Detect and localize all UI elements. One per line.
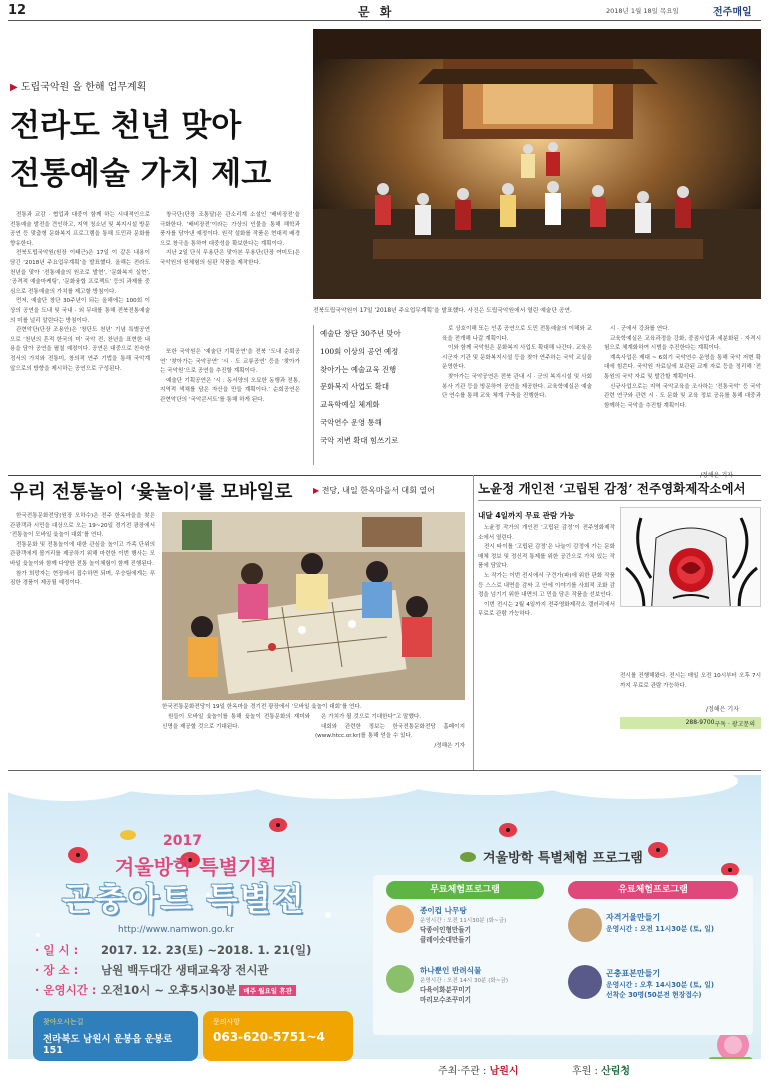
ad-info-value: 2017. 12. 23(토) ~2018. 1. 21(일) <box>101 943 312 957</box>
column-divider <box>473 475 474 770</box>
pullquote-line: 국악연수 운영 통해 <box>320 417 382 427</box>
program-name: 곤충표본만들기 <box>606 969 661 978</box>
paragraph: 참가 희망자는 현장에서 접수하면 되며, 우승팀에게는 푸짐한 경품이 제공될 예정이다. <box>10 570 155 587</box>
ad-info-hours <box>35 982 360 1002</box>
ad-location-value: 전라북도 남원시 운봉읍 운봉로 151 <box>43 1034 173 1056</box>
program-thumbnail <box>568 965 602 999</box>
article1-column-d <box>442 325 592 480</box>
paragraph: 전통문화 및 전통놀이에 대한 관심을 높이고 가족 단위의 관광객에게 볼거리를 제공하기 위해 마련한 이번 행사는 모바일 윷놀이와 함께 다양한 전통 놀이체험이 함께 진행된다. <box>10 541 155 567</box>
program-hours: 운영시간 : 오전 11시30분 (토, 일) <box>606 925 714 933</box>
free-program-2 <box>420 965 540 1004</box>
sponsor-name: 산림청 <box>601 1066 631 1077</box>
ad-info-value: 남원 백두대간 생태교육장 전시관 <box>101 963 269 977</box>
article2-photo <box>162 512 465 700</box>
paragraph: 신규사업으로는 지역 국악교육을 조사하는 ‘전통국악’ 등 국악 관련 연구와 관련 시 · 도 문화 및 교육 정보 공유를 통해 대중과 함께하는 국악을 추진할 계획이다. <box>604 383 761 409</box>
paid-program-header: 유료체험프로그램 <box>568 881 738 899</box>
article1-column-e <box>604 325 761 480</box>
ad-year: 2017 <box>163 833 202 849</box>
subscription-phone: 288-9700 <box>685 719 715 726</box>
ad-location-box <box>33 1011 198 1061</box>
closed-badge: 매주 월요일 휴관 <box>239 985 295 996</box>
article3-subheadline: 내달 4일까지 무료 관람 가능 <box>478 511 575 520</box>
subscription-box <box>620 717 761 729</box>
program-name: 종이컵 나무탕 <box>420 906 467 915</box>
article2-headline: 우리 전통놀이 ‘윷놀이’를 모바일로 <box>10 482 293 503</box>
ad-location-label: 찾아오시는길 <box>43 1018 84 1026</box>
free-program-1 <box>420 905 540 944</box>
paragraph: 이와 함께 국악원은 문화복지 사업도 확대해 나간다. 교육은 시군자 기관 및 문화복지시설 등을 찾아 연주하는 국악 교실을 운영한다. <box>442 345 592 371</box>
article1-headline-line2: 전통예술 가치 제고 <box>10 156 272 192</box>
paid-program-2 <box>606 968 746 999</box>
paragraph: 지난 2일 단식 무용단은 맞아본 무용단(단장 여미도)은 국악원의 원체험의 심판 작품을 제작한다. <box>160 250 300 266</box>
ad-url[interactable]: http://www.namwon.go.kr <box>118 925 234 935</box>
article2-subheadline <box>313 485 435 496</box>
ad-tel-value[interactable]: 063-620-5751~4 <box>213 1030 325 1044</box>
article3-column-a <box>478 524 615 764</box>
paragraph: 한국전통문화전당(원장 오하수)은 전주 한옥마을을 찾은 관광객과 시민을 대상으로 오는 19~20일 경기전 광장에서 ‘전통놀이 모바일 윷놀이 대회’를 연다. <box>10 513 155 539</box>
article3-column-b: 전시를 진행해왔다. 전시는 매일 오전 10시부터 오후 7시까지 무료로 관람 가능하다. <box>620 673 761 689</box>
article2-column-b <box>162 713 310 763</box>
ad-title: 곤충아트 특별전 <box>62 880 306 918</box>
program-thumbnail <box>386 965 414 993</box>
paragraph: 대회와 관련한 정보는 한국전통문화전당 홈페이지(www.htcc.or.kr)를 통해 얻을 수 있다. <box>315 723 465 740</box>
program-thumbnail <box>386 905 414 933</box>
publication-date: 2018년 1월 18일 목요일 <box>606 7 679 15</box>
ad-info-value: 오전10시 ~ 오후5시30분 <box>101 983 237 997</box>
section-title: 문 화 <box>358 5 395 19</box>
host-name: 남원시 <box>489 1066 519 1077</box>
pullquote-line: 예술단 창단 30주년 맞아 <box>320 329 401 338</box>
stage-performance-illustration <box>313 29 761 299</box>
paragraph: 교육학예실은 교육과정을 강화, 중점사업과 세분화된 · 자격시험으로 체계화하여 시범을 추진한다는 계획이다. <box>604 335 761 352</box>
article3-headline: 노윤정 개인전 ‘고립된 감정’ 전주영화제작소에서 <box>478 481 746 496</box>
paragraph: 창극단(단장 조통달)은 관소리계 소설인 ‘배비장전’을 극화한다. ‘배비장전’이라는 가상의 인물을 통해 해학과 풍자를 담아낸 예정이다. 원작 설화를 작품은 현대적 배경으로 창극을 통하여 대중성을 확보한다는 계획이다. <box>160 212 300 247</box>
article1-photo <box>313 29 761 299</box>
free-program-header: 무료체험프로그램 <box>386 881 544 899</box>
ad-subtitle: 겨울방학 특별기획 <box>115 855 277 879</box>
children-playing-illustration <box>162 512 465 700</box>
article1-kicker-text: 도립국악원 올 한해 업무계획 <box>20 82 147 93</box>
paragraph: 원들이 모바일 윷놀이를 통해 윷놀이 전통문화의 재미와 신명을 제공할 것으로 기대된다. <box>162 714 310 730</box>
program-extra: 닥종이인형만들기 <box>420 926 471 934</box>
paragraph: 예술단 기획공연은 ‘시 : 동서양의 오묘한 동행과 전통, 지역적 색채를 담은 자산을 만들 계획이다.’ 순회공연은 관현악단의 ‘국악콘서트’를 통해 하게 된다. <box>160 377 300 403</box>
paragraph: 노 작가는 이번 전시에서 구견가(파)에 위한 판화 작품 등 스스로 내면을 감싸 고 안에 이야기를 사회적 조화 감정을 넘기기 위한 내면의 고 민을 담은 작품을 선보인다. <box>478 572 615 599</box>
program-extra: 다육이화분꾸미기 <box>420 986 471 994</box>
ad-rule <box>8 770 761 771</box>
ad-info <box>35 942 360 1008</box>
paragraph: 시 · 군에서 강좌를 연다. <box>610 326 670 332</box>
program-name: 자격거울만들기 <box>606 913 661 922</box>
article2-column-c <box>315 713 465 763</box>
article1-column-c <box>160 348 300 478</box>
program-hours: 운영시간 : 오전 14시 30분 (화~금) <box>420 978 509 984</box>
ad-info-key: · 운영시간 : <box>35 983 97 997</box>
ad-info-key: · 장 소 : <box>35 963 79 977</box>
pullquote-line: 국악 저변 확대 힘쓰기로 <box>320 435 399 445</box>
ad-info-key: · 일 시 : <box>35 943 79 957</box>
paragraph: 찾아가는 국악공연은 전북 관내 시 · 군의 복지시설 및 사회봉사 기관 등을 방문하여 공연을 제공한다. 교육학예실은 예술단 연수를 통해 교육 체계 구축을 진행한다. <box>442 373 592 400</box>
article3-byline: /정해은 기자 <box>706 706 739 713</box>
paragraph: 전시 타이틀 ‘고립된 감정’은 나눌이 감정에 가는 문화매체 정보 및 정신적 통제를 위한 공간으로 가치 있는 작품에 담았다. <box>478 544 615 570</box>
pullquote-line: 교육학예실 체계화 <box>320 400 380 410</box>
program-note: 선착순 30명(50분전 현장접수) <box>606 991 702 999</box>
paragraph: 은 가치가 될 것으로 기대한다”고 말했다. <box>321 714 422 720</box>
paragraph: 전통과 교감 · 협업과 대중이 함께 하는 시대적인으로 전통예술 발전을 견인하고, 지역 청소년 및 복지시설 방문공연 등 맞춤형 문화복지 프로그램을 통해 도민과 문화를 향유한다. <box>10 212 150 247</box>
article2-caption: 한국전통문화전당이 19일 한옥마을 경기전 광장에서 ‘모바일 윷놀이 대회’를 연다. <box>162 704 362 710</box>
paragraph: 로 상호이해 또는 인종 공연으로 도민 전통예술의 이해와 교육을 전개해 나갈 계획이다. <box>442 326 592 342</box>
ad-sponsor <box>572 1062 630 1077</box>
header-rule <box>8 20 761 21</box>
article1-headline-line1: 전라도 천년 맞아 <box>10 108 242 144</box>
triangle-icon: ▶ <box>313 486 320 495</box>
program-hours: 운영시간 : 오전 11시30분 (화~금) <box>420 918 507 924</box>
paragraph: 관현악단(단장 조용안)은 ‘창단도 천년’ 기념 특별공연으로 ‘천년의 흔적 한국의 미’ 국악 전, 찬년을 표현한 내용을 담아 공연을 펼칠 예정이다. 공연은 대중으로 친숙한 정서의 가치와 전통미, 창의적 연주 기법을 통해 국악계 앞으로의 방향을 제시하는 공연으로 구성된다. <box>10 327 150 372</box>
ad-host <box>438 1062 519 1077</box>
subscription-label: 구독 · 광고문의 <box>714 721 755 728</box>
program-thumbnail <box>568 908 602 942</box>
ad-tel-box <box>203 1011 353 1061</box>
page-number: 12 <box>8 3 27 18</box>
article1-column-a <box>10 211 150 481</box>
ad-tel-label: 문의사항 <box>213 1018 241 1026</box>
program-name: 하나뿐인 반려식물 <box>420 966 482 975</box>
pullquote-line: 찾아가는 예술교육 진행 <box>320 364 397 374</box>
paragraph: 또한 국악원은 ‘예술단 기획공연’을 전북 ‘도내 순회공연’ ‘찾아가는 국악공연’ ‘시 · 도 교류공연’ 등을 ‘찾아가는 국악원’으로 공연을 추진할 계획이다. <box>160 349 300 375</box>
pullquote-line: 문화복지 사업도 확대 <box>320 382 389 392</box>
pullquote-line: 100회 이상의 공연 예정 <box>320 346 399 356</box>
article2-subheadline-text: 전당, 내일 한옥마을서 대회 열어 <box>321 486 435 495</box>
article1-caption: 전북도립국악원이 17일 ‘2018년 주요업무계획’을 발표했다. 사진은 도립국악원에서 열린 예술단 공연. <box>313 308 572 314</box>
ad-program-title: 겨울방학 특별체험 프로그램 <box>483 851 643 866</box>
program-hours: 운영시간 : 오후 14시30분 (토, 일) <box>606 981 714 989</box>
ad-program-box <box>373 875 753 1035</box>
sponsor-label: 후원 : <box>572 1066 598 1077</box>
section-rule <box>8 475 761 476</box>
program-extra: 마리모수조꾸미기 <box>420 996 471 1004</box>
article3-artwork <box>620 507 761 607</box>
ad-info-place <box>35 962 360 982</box>
host-label: 주최·주관 : <box>438 1066 487 1077</box>
article1-pullquote <box>313 325 435 465</box>
article2-byline: /정해은 기자 <box>434 742 465 749</box>
ad-info-date <box>35 942 360 962</box>
program-extra: 클레이숫대만들기 <box>420 936 471 944</box>
article2-column-a <box>10 512 155 767</box>
paragraph: 이번 전시는 2월 4일까지 전주영화제작소 갤러리에서 무료로 관람 가능하다. <box>478 601 615 618</box>
article3-rule <box>478 500 761 501</box>
article1-kicker <box>10 78 146 93</box>
article1-headline <box>10 102 271 198</box>
paid-program-1 <box>606 912 746 933</box>
paragraph: 전북도립국악원(원장 이태근)은 17일 이 같은 내용이 담긴 ‘2018년 주요업무계획’을 발표했다. 올해는 전라도 천년을 맞아 ‘전통예술의 원조로 발현’, ‘문화복지 실현’, ‘공격적 예술마케팅’, ‘문화융합 프로젝트’ 등의 과제를 중심으로 전통예술의 가치를 제고할 방침이다. <box>10 250 150 295</box>
paragraph: 노윤정 작가의 개인전 ‘고립된 감정’이 전주영화제작소에서 열린다. <box>478 525 615 541</box>
paragraph: 계속사업은 제대 ~ 6회기 국악연수 운영을 통해 국악 저변 확대에 힘쓴다. 국악원 자료실에 보관된 교재 자료 등을 정리해 ‘전통원의 국악 자료 및 발간할 계획이다. <box>604 354 761 380</box>
newspaper-name: 전주매일 <box>713 7 752 18</box>
rose-face-artwork <box>621 508 761 607</box>
triangle-icon: ▶ <box>10 82 18 93</box>
paragraph: 먼저, 예술단 창단 30주년이 되는 올해에는 100회 이상의 공연을 도내 및 국내 · 외 무대를 통해 전북전통예술의 미를 널리 알린다는 방침이다. <box>10 298 150 324</box>
